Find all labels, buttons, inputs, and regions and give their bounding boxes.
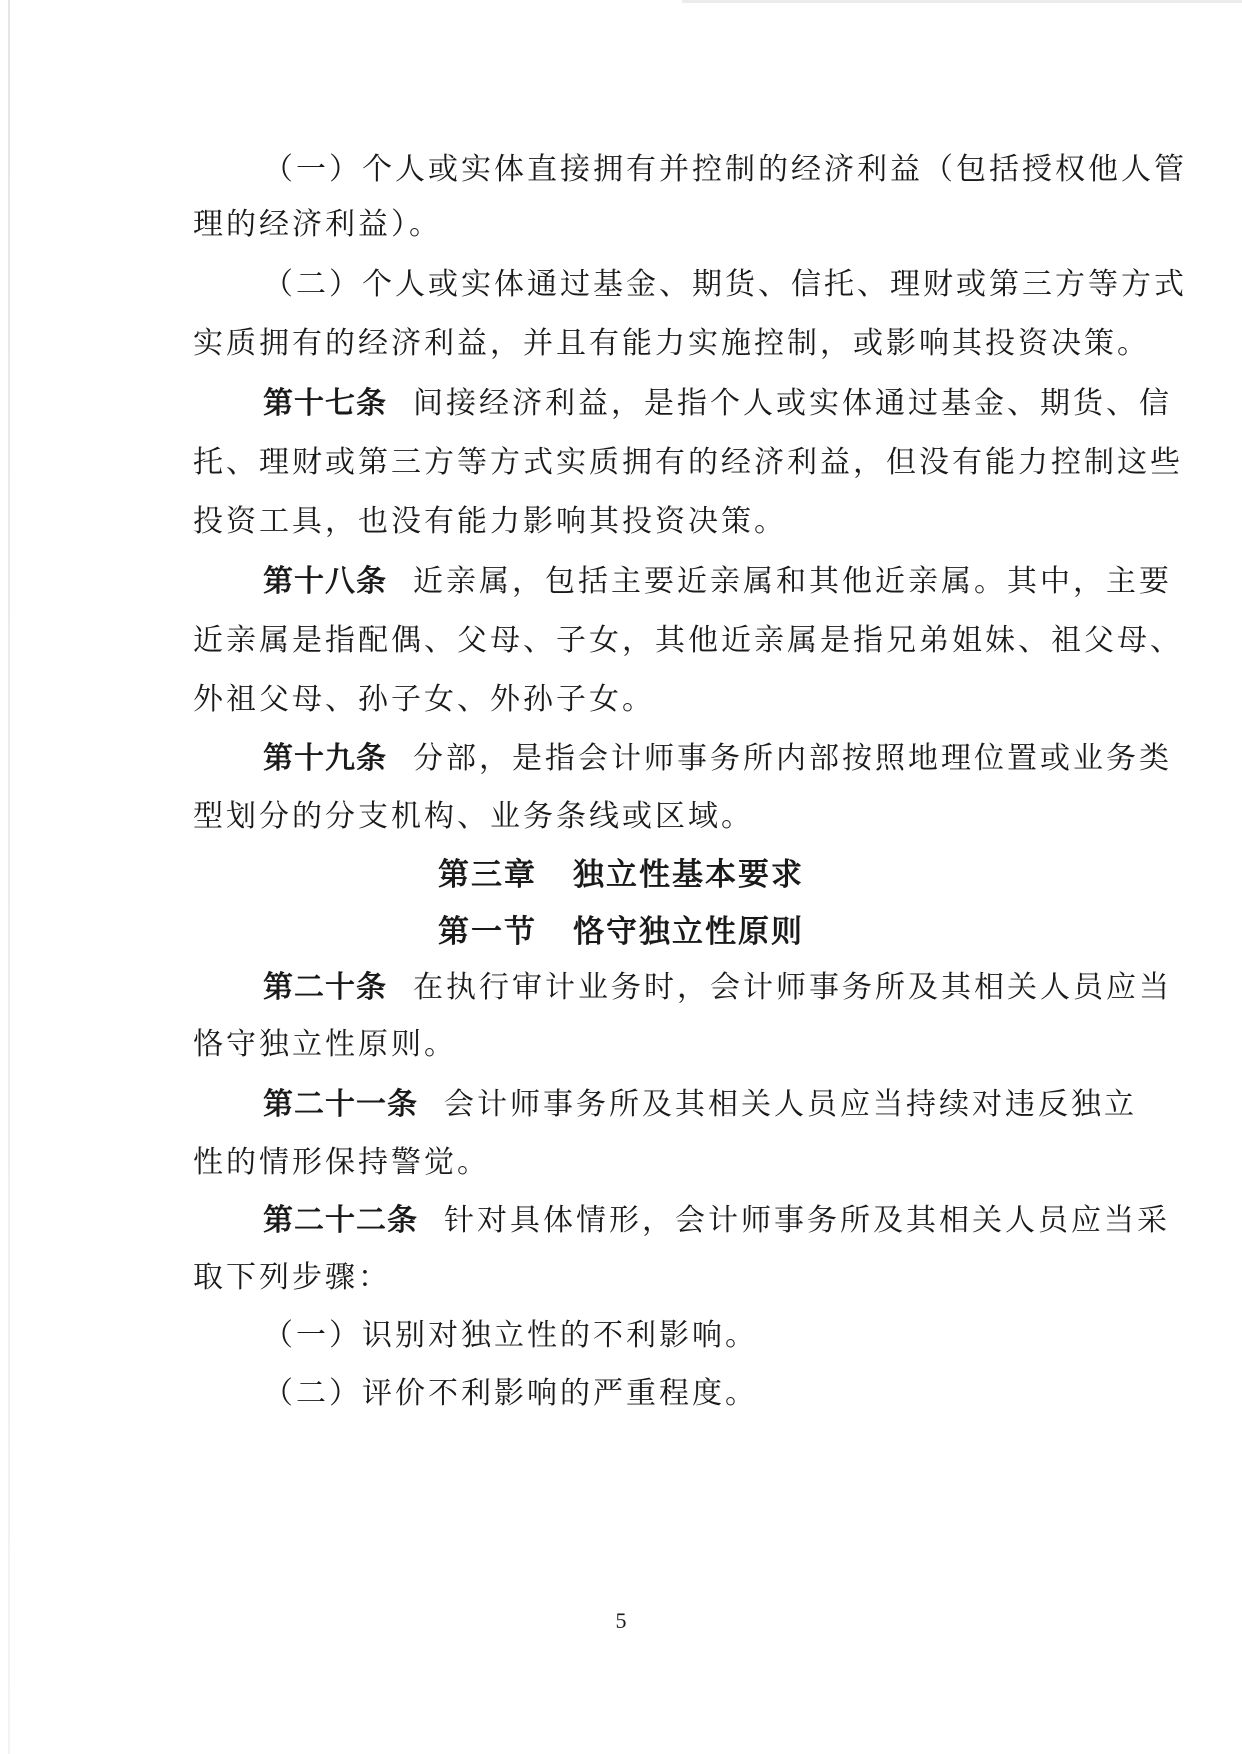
article-22-label: 第二十二条 — [263, 1203, 418, 1238]
list-item: （一）识别对独立性的不利影响。 — [263, 1318, 758, 1353]
article-21-line — [263, 1085, 1137, 1125]
section-title: 恪守独立性原则 — [573, 914, 804, 950]
paragraph-line: 托、理财或第三方等方式实质拥有的经济利益，但没有能力控制这些 — [193, 445, 1183, 480]
article-20-label: 第二十条 — [263, 970, 387, 1005]
paragraph-line: 近亲属是指配偶、父母、子女，其他近亲属是指兄弟姐妹、祖父母、 — [193, 623, 1183, 658]
paragraph-line: 理的经济利益）。 — [193, 207, 442, 242]
paragraph-line: 取下列步骤： — [193, 1260, 391, 1295]
paragraph-line: 投资工具，也没有能力影响其投资决策。 — [193, 504, 787, 539]
article-20-line — [263, 968, 1172, 1008]
article-18-label: 第十八条 — [263, 564, 387, 599]
article-17-text: 间接经济利益，是指个人或实体通过基金、期货、信 — [413, 386, 1172, 421]
scan-top-edge — [682, 0, 1242, 3]
page-number: 5 — [615, 1608, 627, 1633]
article-19-label: 第十九条 — [263, 741, 387, 776]
chapter-number: 第三章 — [438, 857, 537, 893]
article-17-label: 第十七条 — [263, 386, 387, 421]
article-22-line — [263, 1201, 1170, 1241]
article-21-label: 第二十一条 — [263, 1087, 418, 1122]
chapter-title: 独立性基本要求 — [573, 857, 804, 893]
article-18-line — [263, 562, 1172, 602]
paragraph-line: 性的情形保持警觉。 — [193, 1145, 490, 1180]
article-19-text: 分部，是指会计师事务所内部按照地理位置或业务类 — [413, 741, 1172, 776]
paragraph-line: （二）个人或实体通过基金、期货、信托、理财或第三方等方式 — [263, 267, 1187, 302]
paragraph-line: 实质拥有的经济利益，并且有能力实施控制，或影响其投资决策。 — [193, 326, 1150, 361]
paragraph-line: 型划分的分支机构、业务条线或区域。 — [193, 799, 754, 834]
article-21-text: 会计师事务所及其相关人员应当持续对违反独立 — [444, 1087, 1137, 1122]
article-17-line — [263, 384, 1172, 424]
section-heading — [0, 912, 1242, 952]
article-19-line — [263, 739, 1172, 779]
article-18-text: 近亲属，包括主要近亲属和其他近亲属。其中，主要 — [413, 564, 1172, 599]
article-20-text: 在执行审计业务时，会计师事务所及其相关人员应当 — [413, 970, 1172, 1005]
chapter-heading — [0, 855, 1242, 895]
list-item: （二）评价不利影响的严重程度。 — [263, 1376, 758, 1411]
section-number: 第一节 — [438, 914, 537, 950]
article-22-text: 针对具体情形，会计师事务所及其相关人员应当采 — [444, 1203, 1170, 1238]
paragraph-line: 外祖父母、孙子女、外孙子女。 — [193, 682, 655, 717]
paragraph-line: 恪守独立性原则。 — [193, 1027, 457, 1062]
paragraph-line: （一）个人或实体直接拥有并控制的经济利益（包括授权他人管 — [263, 152, 1187, 187]
